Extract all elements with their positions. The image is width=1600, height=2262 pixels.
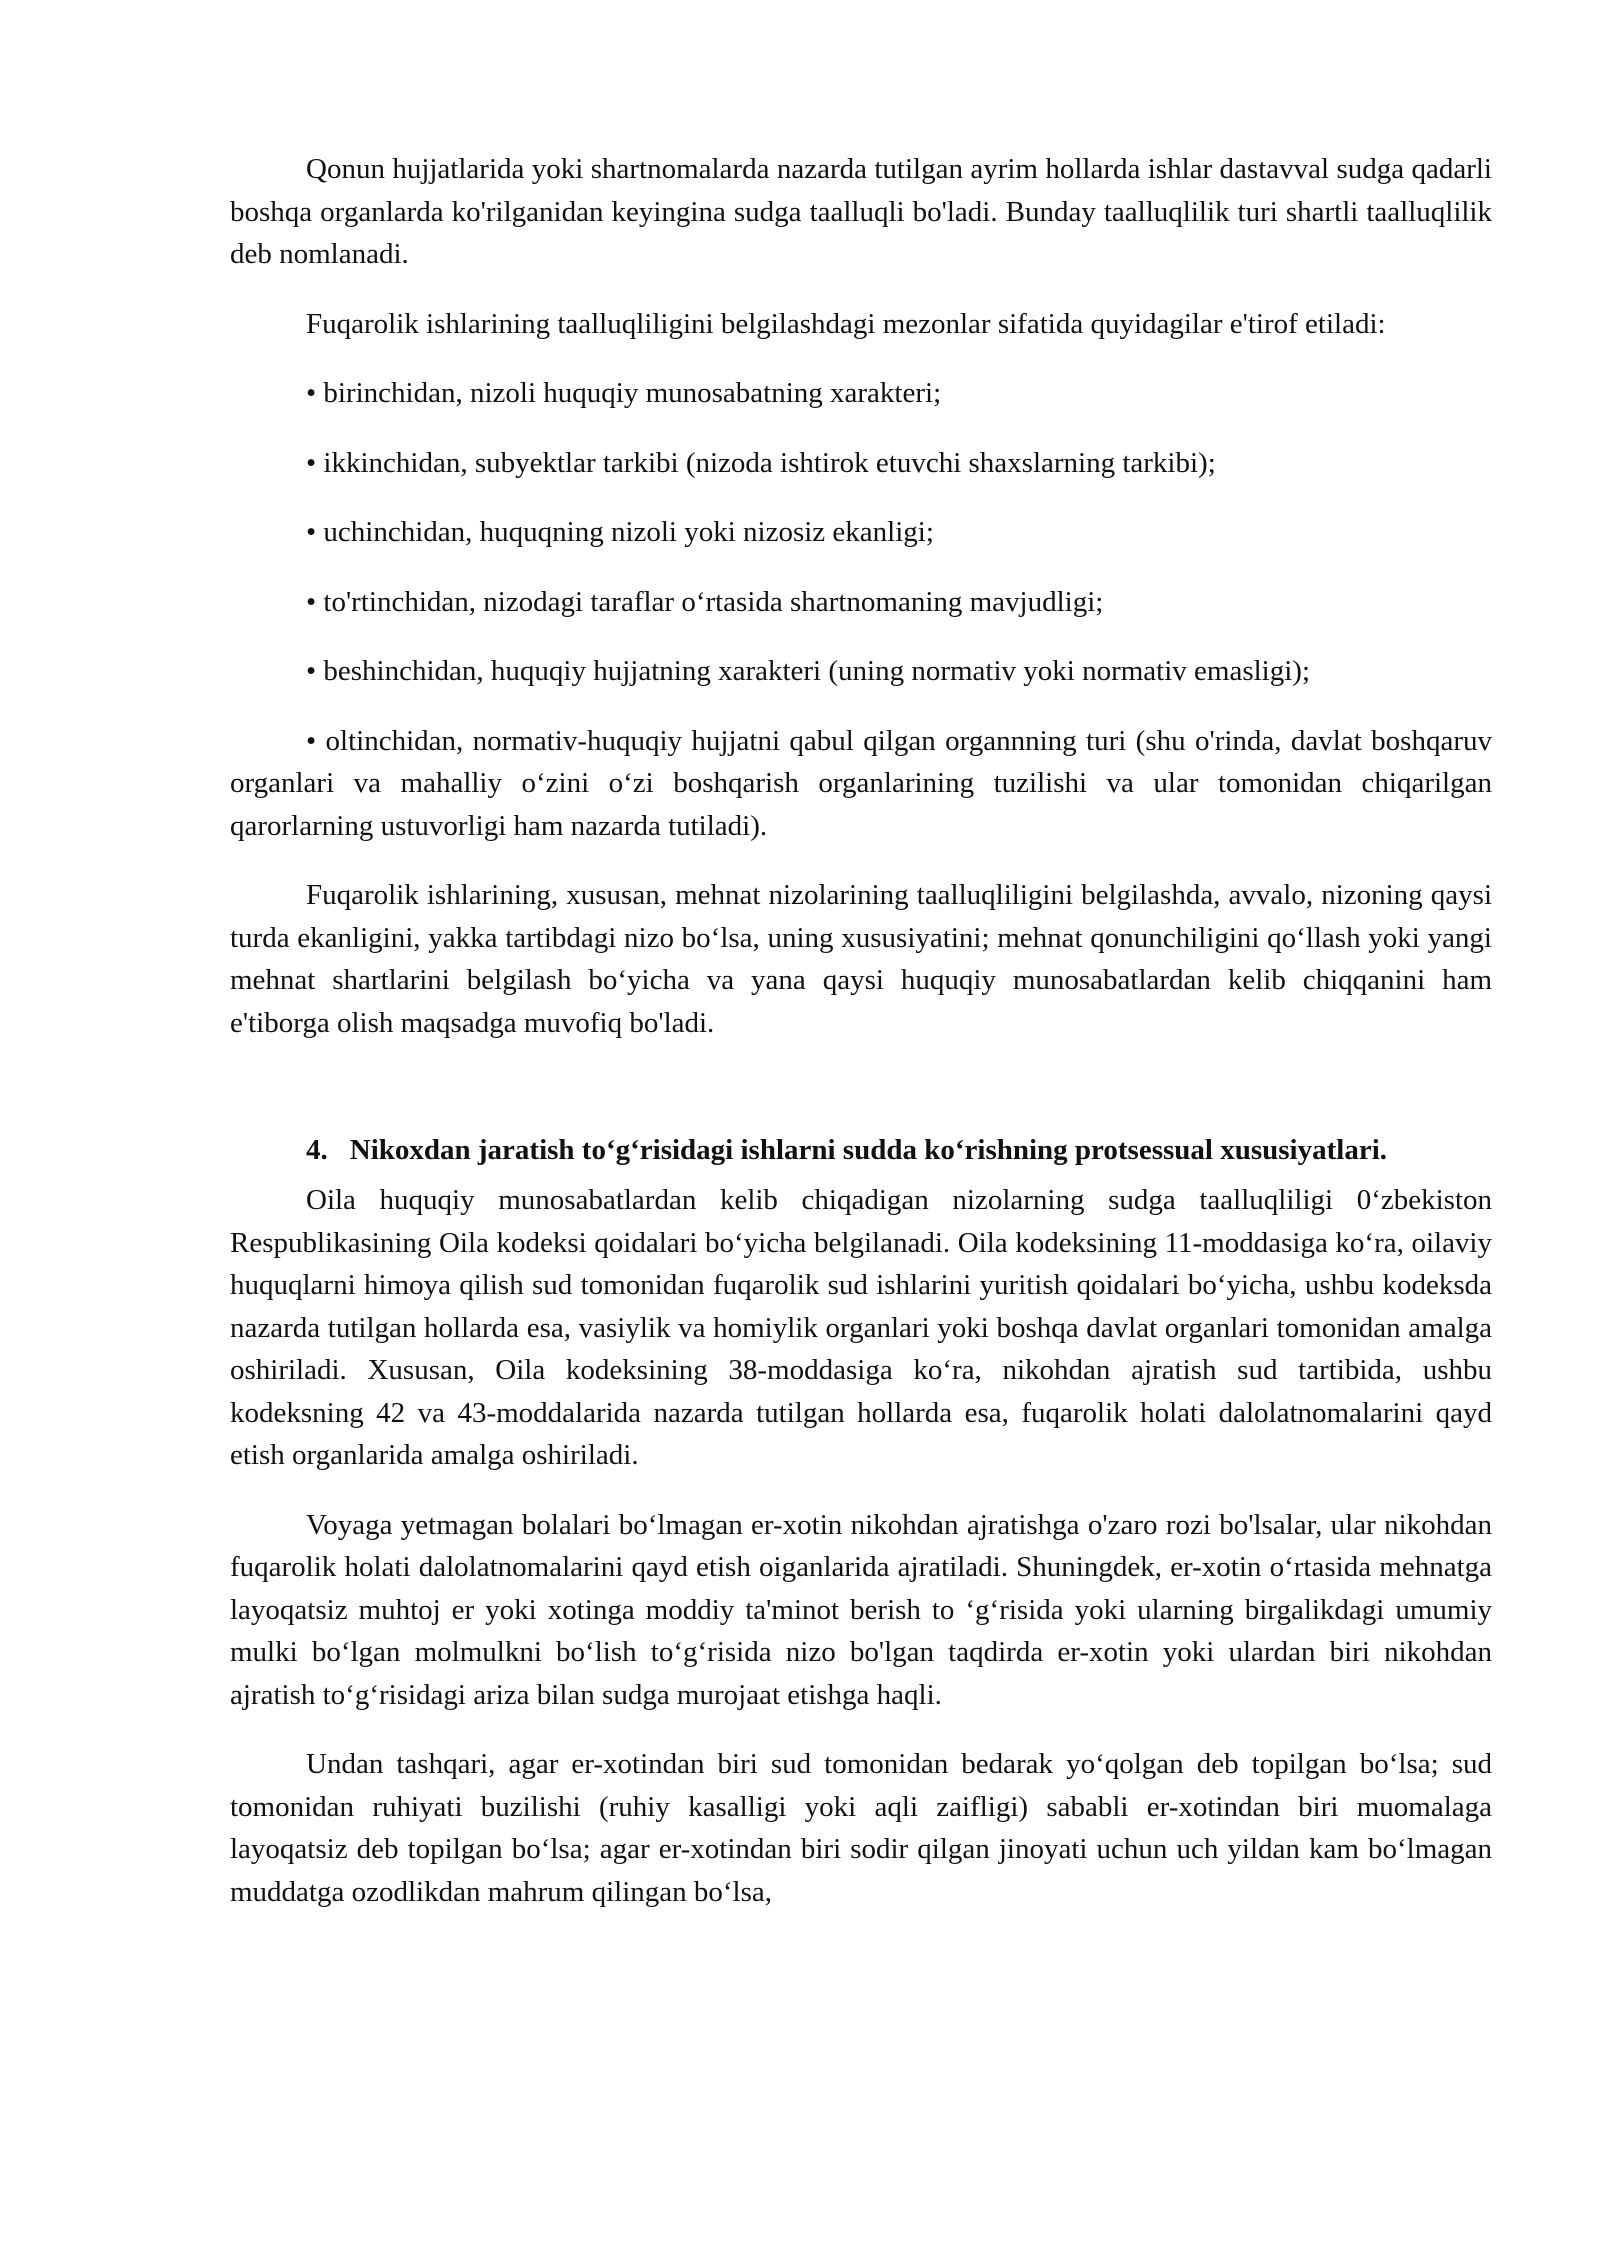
criteria-item-6: • oltinchidan, normativ-huquqiy hujjatni qabul qilgan organnning turi (shu o'rinda, davlat boshqaruv organlari va mahalliy oʻzini oʻzi boshqarish organlarining tuzilishi va ular tomonidan chiqarilgan qarorlarning ustuvorligi ham nazarda tutiladi). — [230, 724, 1492, 842]
paragraph-family-code: Oila huquqiy munosabatlardan kelib chiqadigan nizolarning sudga taalluqliligi 0ʻzbekiston Respublikasining Oila kodeksi qoidalari boʻyicha belgilanadi. Oila kodeksining 11-moddasiga koʻra, oilaviy huquqlarni himoya qilish sud tomonidan fuqarolik sud ishlarini yuritish qoidalari boʻyicha, ushbu kodeksda nazarda tutilgan hollarda esa, vasiylik va homiylik organlari yoki boshqa davlat organlari tomonidan amalga oshiriladi. Xususan, Oila kodeksining 38-moddasiga koʻra, nikohdan ajratish sud tartibida, ushbu kodeksning 42 va 43-moddalarida nazarda tutilgan hollarda esa, fuqarolik holati dalolatnomalarini qayd etish organlarida amalga oshiriladi. — [230, 1184, 1492, 1471]
criteria-item-1: • birinchidan, nizoli huquqiy munosabatning xarakteri; — [306, 377, 942, 409]
paragraph-criteria-intro: Fuqarolik ishlarining taalluqliligini belgilashdagi mezonlar sifatida quyidagilar e'tirof etiladi: — [306, 307, 1386, 340]
criteria-item-3: • uchinchidan, huquqning nizoli yoki nizosiz ekanligi; — [306, 516, 934, 548]
criteria-item-5: • beshinchidan, huquqiy hujjatning xarakteri (uning normativ yoki normativ emasligi); — [306, 655, 1311, 687]
criteria-item-2: • ikkinchidan, subyektlar tarkibi (nizoda ishtirok etuvchi shaxslarning tarkibi); — [306, 446, 1216, 479]
paragraph-conditional-jurisdiction: Qonun hujjatlarida yoki shartnomalarda nazarda tutilgan ayrim hollarda ishlar dastavval sudga qadarli boshqa organlarda ko'rilganidan keyingina sudga taalluqli bo'ladi. Bunday taalluqlilik turi shartli taalluqlilik deb nomlanadi. — [230, 153, 1492, 270]
section-title: Nikoxdan jaratish toʻgʻrisidagi ishlarni sudda koʻrishning protsessual xususiyatlari. — [349, 1134, 1387, 1166]
document-page — [230, 148, 1492, 1913]
paragraph-mutual-consent: Voyaga yetmagan bolalari boʻlmagan er-xotin nikohdan ajratishga o'zaro rozi bo'lsalar, ular nikohdan fuqarolik holati dalolatnomalarini qayd etish oiganlarida ajratiladi. Shuningdek, er-xotin oʻrtasida mehnatga layoqatsiz muhtoj er yoki xotinga moddiy ta'minot berish to ʻgʻrisida yoki ularning birgalikdagi umumiy mulki boʻlgan molmulkni boʻlish toʻgʻrisida nizo bo'lgan taqdirda er-xotin yoki ulardan biri nikohdan ajratish toʻgʻrisidagi ariza bilan sudga murojaat etishga haqli. — [230, 1508, 1492, 1711]
criteria-item-4: • to'rtinchidan, nizodagi taraflar oʻrtasida shartnomaning mavjudligi; — [306, 585, 1104, 618]
section-number: 4. — [306, 1134, 328, 1166]
section-heading — [230, 1122, 1492, 1179]
paragraph-labor-disputes: Fuqarolik ishlarining, xususan, mehnat nizolarining taalluqliligini belgilashda, avvalo, nizoning qaysi turda ekanligini, yakka tartibdagi nizo boʻlsa, uning xususiyatini; mehnat qonunchiligini qoʻllash yoki yangi mehnat shartlarini belgilash boʻyicha va yana qaysi huquqiy munosabatlardan kelib chiqqanini ham e'tiborga olish maqsadga muvofiq bo'ladi. — [230, 879, 1492, 1039]
paragraph-other-grounds: Undan tashqari, agar er-xotindan biri sud tomonidan bedarak yoʻqolgan deb topilgan boʻlsa; sud tomonidan ruhiyati buzilishi (ruhiy kasalligi yoki aqli zaifligi) sababli er-xotindan biri muomalaga layoqatsiz deb topilgan boʻlsa; agar er-xotindan biri sodir qilgan jinoyati uchun uch yildan kam boʻlmagan muddatga ozodlikdan mahrum qilingan boʻlsa, — [230, 1748, 1492, 1908]
